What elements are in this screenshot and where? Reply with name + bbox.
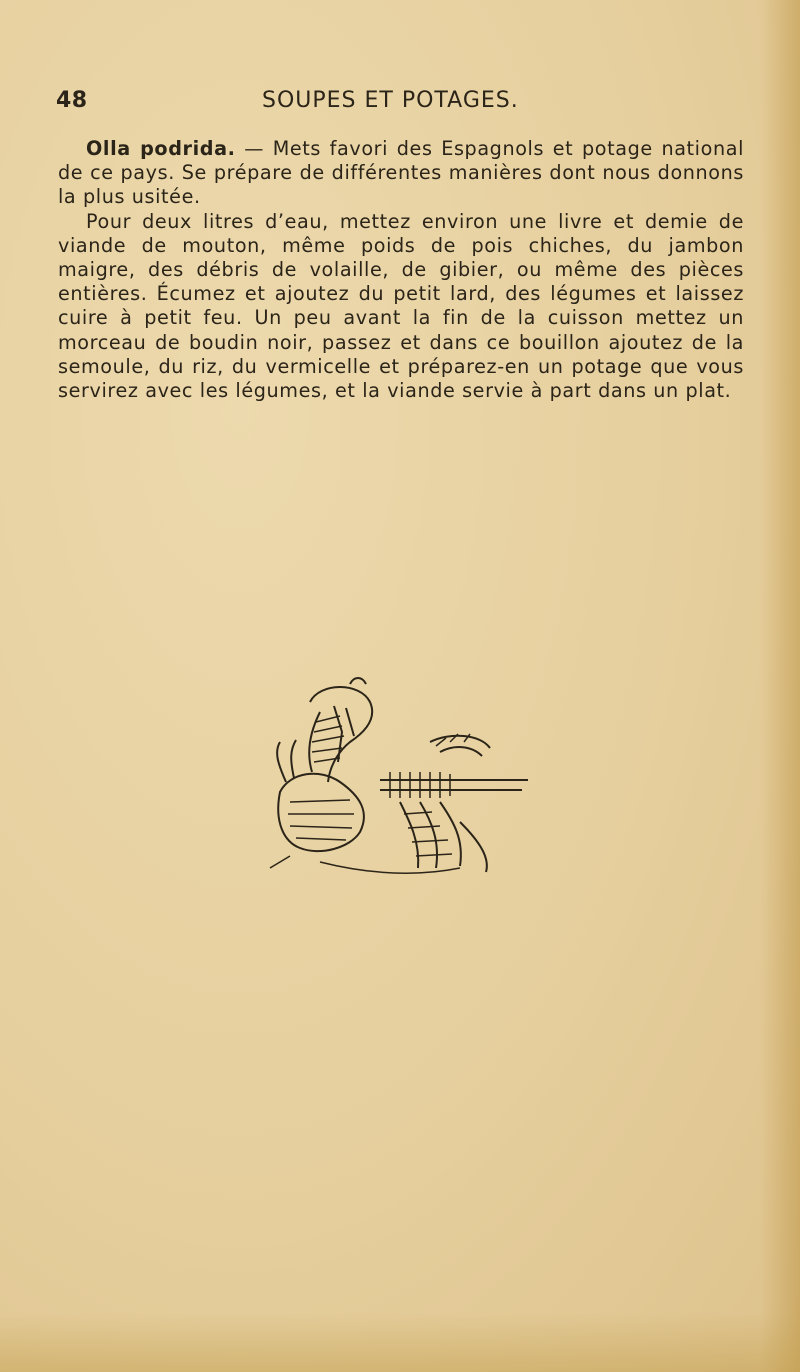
recipe-title: Olla podrida. <box>86 137 236 160</box>
recipe-text <box>58 137 744 403</box>
page-number: 48 <box>56 88 88 113</box>
section-title: SOUPES ET POTAGES. <box>262 88 519 113</box>
recipe-instructions: Pour deux litres d’eau, mettez environ une livre et demie de viande de mouton, même poids de pois chiches, du jambon maigre, des débris de volaille, de gibier, ou même des pièces entières. Écumez et ajoutez du petit lard, des légumes et laissez cuire à petit feu. Un peu avant la fin de la cuisson mettez un morceau de boudin noir, passez et dans ce bouillon ajoutez de la semoule, du riz, du vermicelle et préparez-en un potage que vous servirez avec les légumes, et la viande servie à part dans un plat. <box>58 209 744 403</box>
running-head <box>56 88 746 118</box>
page-bottom-shadow <box>0 1312 800 1372</box>
recipe-intro: — Mets favori des Espagnols et potage national de ce pays. Se prépare de différentes manières dont nous donnons la plus usitée. <box>58 137 745 209</box>
hunting-trophy-vignette-icon <box>250 672 530 882</box>
page-edge-shadow <box>760 0 800 1372</box>
recipe-intro-paragraph <box>58 137 744 210</box>
